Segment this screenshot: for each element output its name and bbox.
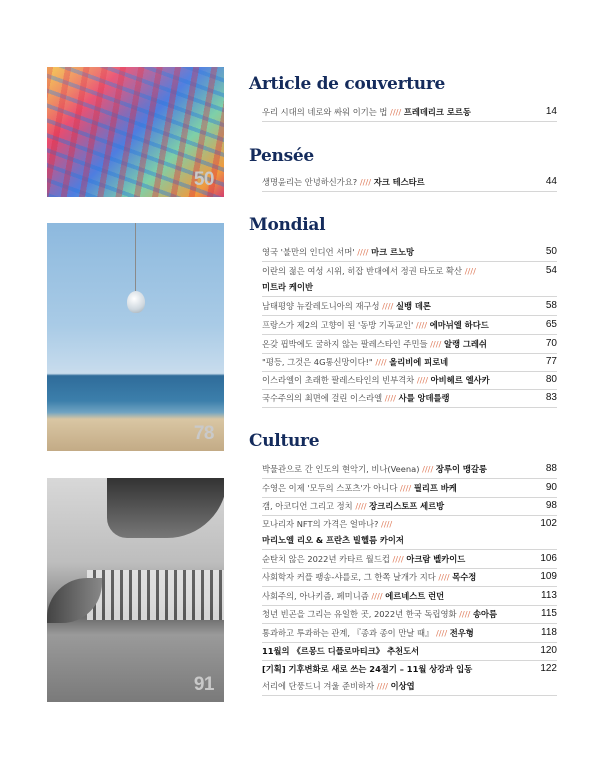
mondial-image-lightbulb-sea (47, 223, 224, 451)
toc-entry[interactable]: 모나리자 NFT의 가격은 얼마나? //// 102 (262, 518, 557, 529)
toc-entry-continued[interactable]: 서리에 단풍드니 겨울 준비하자 //// 이상엽 (262, 681, 415, 691)
toc-entry[interactable]: 갬, 아코디언 그리고 정치 //// 장크리스토프 세르방 98 (262, 500, 557, 511)
toc-entry[interactable]: 박물관으로 간 인도의 현악기, 비나(Veena) //// 장루이 맹갈롱 88 (262, 463, 557, 474)
toc-entry[interactable]: 사회학자 커플 팽송-샤를로, 그 한쪽 날개가 지다 //// 목수정 109 (262, 571, 557, 582)
building-shape (87, 570, 224, 620)
divider (262, 407, 557, 408)
toc-entry[interactable]: 국수주의의 최면에 걸린 이스라엘 //// 사를 앙데를랭 83 (262, 392, 557, 403)
toc-entry[interactable]: 생명윤리는 안녕하신가요? //// 자크 테스타르 44 (262, 176, 557, 187)
toc-entry[interactable]: 우리 시대의 네로와 싸워 이기는 법 //// 프레데리크 로르동 14 (262, 106, 557, 117)
image-page-number: 50 (193, 169, 214, 190)
toc-entry[interactable]: 통과하고 투과하는 관계, 『종과 종이 만날 때』 //// 전우형 118 (262, 627, 557, 638)
toc-entry[interactable]: 영국 '불만의 인디언 서머' //// 마크 르노망 50 (262, 246, 557, 257)
toc-entry[interactable]: 순탄치 않은 2022년 카타르 월드컵 //// 아크람 벨카이드 106 (262, 553, 557, 564)
section-title: Pensée (249, 146, 314, 166)
toc-entry-continued[interactable]: 마리노엘 리오 & 프란츠 빌헬름 카이저 (262, 535, 404, 545)
section-title: Mondial (249, 215, 326, 235)
toc-entry[interactable]: [기획] 기후변화로 새로 쓰는 24절기 – 11월 상강과 입동 122 (262, 663, 557, 674)
toc-entry[interactable]: 11월의 《르몽드 디플로마티크》 추천도서 120 (262, 645, 557, 656)
toc-entry[interactable]: 이스라엘이 초래한 팔레스타인의 빈부격차 //// 아비헤르 엘사카 80 (262, 374, 557, 385)
culture-image-swimming (47, 478, 224, 702)
divider (262, 695, 557, 696)
image-page-number: 78 (193, 423, 214, 444)
divider (262, 191, 557, 192)
toc-entry[interactable]: "평등, 그것은 4G통신망이다!" //// 올리비에 피로네 77 (262, 356, 557, 367)
toc-entry[interactable]: 사회주의, 아나키즘, 페미니즘 //// 에르네스트 런던 113 (262, 590, 557, 601)
lightbulb (127, 291, 145, 313)
foot-shape (107, 478, 224, 538)
toc-entry[interactable]: 온갖 핍박에도 굴하지 않는 팔레스타인 주민들 //// 알랭 그레쉬 70 (262, 338, 557, 349)
image-page-number: 91 (193, 674, 214, 695)
divider (262, 121, 557, 122)
section-title: Culture (249, 431, 320, 451)
toc-entry[interactable]: 프랑스가 제2의 고향이 된 '동방 기독교인' //// 에마뉘엘 하다드 65 (262, 319, 557, 330)
toc-entry[interactable]: 남태평양 뉴칼레도니아의 재구성 //// 실뱅 데론 58 (262, 300, 557, 311)
bulb-wire (135, 223, 136, 291)
toc-entry[interactable]: 수영은 이제 '모두의 스포츠'가 아니다 //// 필리프 바케 90 (262, 482, 557, 493)
toc-entry[interactable]: 청년 빈곤을 그리는 유일한 곳, 2022년 한국 독립영화 //// 송아름 115 (262, 608, 557, 619)
toc-entry-continued[interactable]: 미트라 케이반 (262, 282, 313, 292)
toc-entry[interactable]: 이란의 젊은 여성 시위, 히잡 반대에서 정권 타도로 확산 //// 54 (262, 265, 557, 276)
section-title: Article de couverture (249, 74, 446, 94)
cover-image-painting (47, 67, 224, 197)
